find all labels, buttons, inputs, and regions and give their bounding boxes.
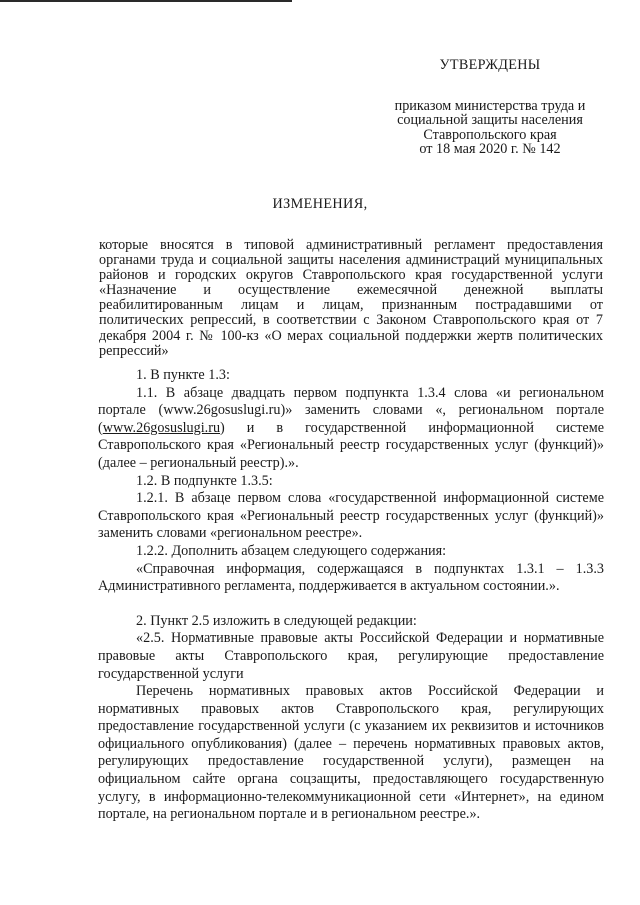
paragraph: Перечень нормативных правовых актов Российской Федерации и нормативных правовых актов Ставропольского края, регулирующих предоставление государственной услуги (с указанием их реквизитов и источников официального опубликования) (далее – перечень нормативных правовых актов, регулирующих предоставление государственной услуги), размещен на официальном сайте органа соцзащиты, предоставляющего государственную услугу, в информационно-телекоммуникационной сети «Интернет», на едином портале, на региональном портале и в региональном реестре.». [98, 683, 604, 823]
preamble: которые вносятся в типовой административный регламент предоставления органами труда и социальной защиты населения администраций муниципальных районов и городских округов Ставропольского края государственной услуги «Назначение и осуществление ежемесячной денежной выплаты реабилитированным лицам и лицам, признанным пострадавшими от политических репрессий, в соответствии с Законом Ставропольского края от 7 декабря 2004 г. № 100-кз «О мерах социальной поддержки жертв политических репрессий» [99, 237, 603, 359]
approval-line: от 18 мая 2020 г. № 142 [419, 141, 561, 157]
paragraph: 1.2.2. Дополнить абзацем следующего содержания: [136, 542, 447, 559]
paragraph: 1.2. В подпункте 1.3.5: [136, 472, 273, 489]
approval-line: социальной защиты населения [397, 112, 583, 128]
paragraph: «Справочная информация, содержащаяся в подпунктах 1.3.1 – 1.3.3 Административного регламента, поддерживается в актуальном состоянии.». [98, 560, 604, 595]
top-rule [0, 0, 292, 2]
document-heading: ИЗМЕНЕНИЯ, [272, 196, 368, 212]
paragraph: 1.2.1. В абзаце первом слова «государственной информационной системе Ставропольского края «Региональный реестр государственных услуг (функций)» заменить словами «региональном реестре». [98, 490, 604, 542]
paragraph: 1.1. В абзаце двадцать первом подпункта 1.3.4 слова «и региональном портале (www.26gosuslugi.ru)» заменить словами «, региональном портале (www.26gosuslugi.ru) и в государственной информационной системе Ставропольского края «Региональный реестр государственных услуг (функций)» (далее – региональный реестр).». [98, 384, 604, 471]
approval-line: Ставропольского края [423, 126, 557, 143]
approval-title: УТВЕРЖДЕНЫ [439, 57, 541, 73]
paragraph: 1. В пункте 1.3: [136, 367, 230, 383]
approval-block [368, 58, 612, 157]
approval-line: приказом министерства труда и [394, 97, 586, 114]
paragraph: «2.5. Нормативные правовые акты Российской Федерации и нормативные правовые акты Ставропольского края, регулирующие предоставление государственной услуги [98, 630, 604, 682]
document-body [98, 367, 604, 824]
paragraph: 2. Пункт 2.5 изложить в следующей редакции: [136, 612, 417, 629]
website-link: www.26gosuslugi.ru [102, 419, 221, 436]
